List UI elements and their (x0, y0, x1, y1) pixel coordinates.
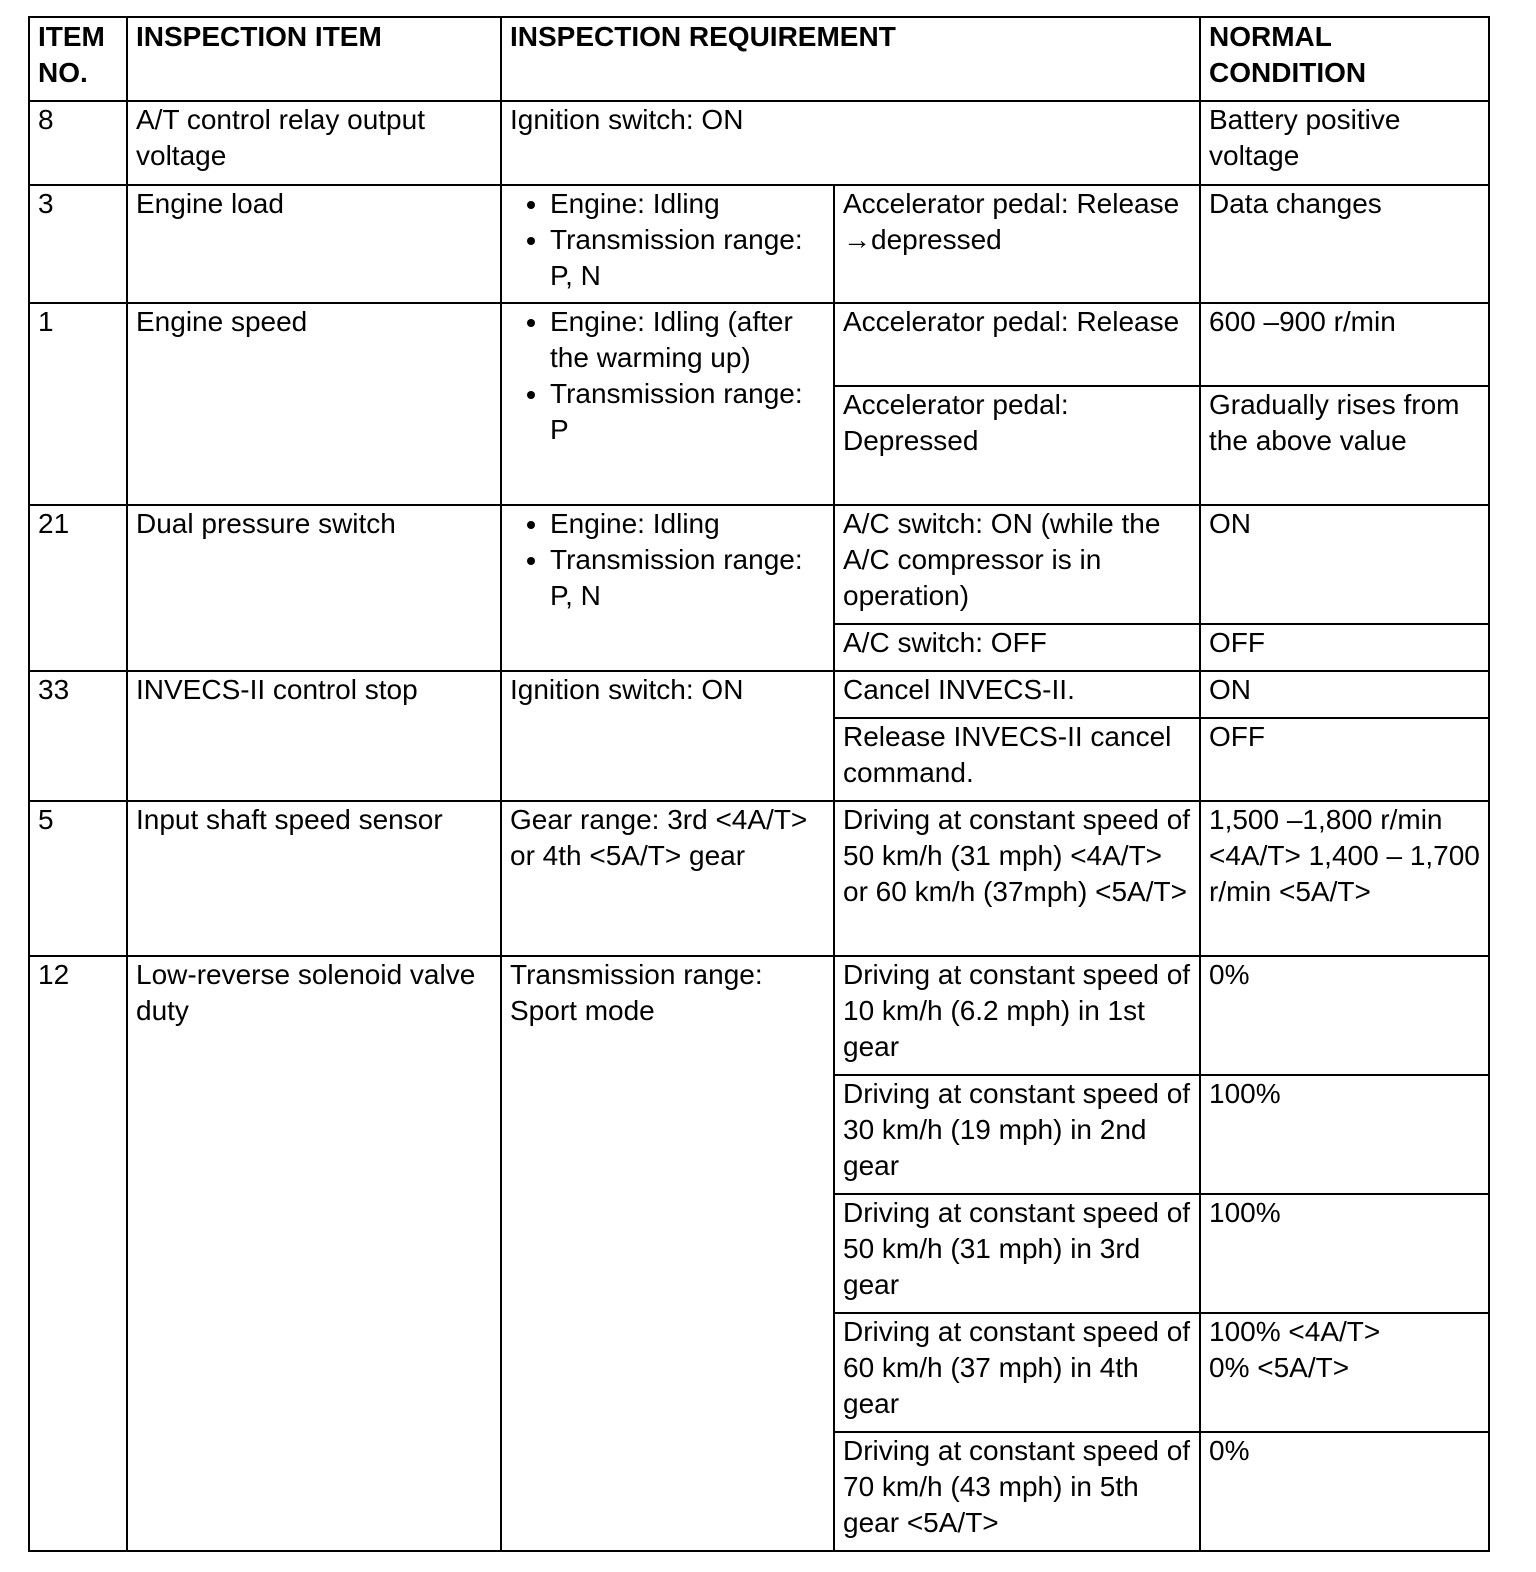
inspection-item: Low-reverse solenoid valve duty (127, 956, 501, 1551)
inspection-requirement: Gear range: 3rd <4A/T> or 4th <5A/T> gear (501, 801, 834, 956)
normal-condition: 0% (1200, 1432, 1489, 1551)
table-row (29, 505, 1489, 624)
inspection-condition: Driving at constant speed of 50 km/h (31 mph) in 3rd gear (834, 1194, 1200, 1313)
item-no: 21 (29, 505, 127, 671)
inspection-condition: Driving at constant speed of 30 km/h (19 mph) in 2nd gear (834, 1075, 1200, 1194)
normal-condition: 0% (1200, 956, 1489, 1075)
inspection-condition: Driving at constant speed of 10 km/h (6.2 mph) in 1st gear (834, 956, 1200, 1075)
normal-condition: 100% (1200, 1075, 1489, 1194)
inspection-requirement: Ignition switch: ON (501, 101, 1200, 185)
table-row (29, 671, 1489, 718)
inspection-condition: A/C switch: OFF (834, 624, 1200, 671)
bullet-list (510, 304, 825, 448)
normal-condition-line: 100% <4A/T> (1209, 1316, 1381, 1347)
item-no: 8 (29, 101, 127, 185)
table-row (29, 801, 1489, 956)
inspection-table (28, 16, 1490, 1552)
header-row (29, 17, 1489, 101)
inspection-item: Input shaft speed sensor (127, 801, 501, 956)
inspection-item: A/T control relay output voltage (127, 101, 501, 185)
normal-condition: ON (1200, 671, 1489, 718)
item-no: 1 (29, 303, 127, 505)
requirement-bullets (501, 505, 834, 671)
bullet-list (510, 186, 825, 294)
normal-condition: OFF (1200, 718, 1489, 801)
inspection-item: Engine load (127, 185, 501, 303)
bullet-item: • Engine: Idling (550, 186, 825, 222)
normal-condition: 1,500 –1,800 r/min <4A/T> 1,400 – 1,700 r/min <5A/T> (1200, 801, 1489, 956)
inspection-condition: Cancel INVECS-II. (834, 671, 1200, 718)
normal-condition: OFF (1200, 624, 1489, 671)
table-row (29, 956, 1489, 1075)
item-no: 12 (29, 956, 127, 1551)
normal-condition: Gradually rises from the above value (1200, 386, 1489, 505)
item-no: 33 (29, 671, 127, 801)
inspection-item: INVECS-II control stop (127, 671, 501, 801)
normal-condition: 600 –900 r/min (1200, 303, 1489, 386)
requirement-bullets (501, 185, 834, 303)
table-row (29, 101, 1489, 185)
requirement-bullets (501, 303, 834, 505)
item-no: 3 (29, 185, 127, 303)
inspection-condition: Driving at constant speed of 60 km/h (37 mph) in 4th gear (834, 1313, 1200, 1432)
inspection-item: Engine speed (127, 303, 501, 505)
bullet-item: • Transmission range: P (550, 376, 825, 448)
inspection-condition: A/C switch: ON (while the A/C compressor is in operation) (834, 505, 1200, 624)
inspection-condition: Driving at constant speed of 70 km/h (43 mph) in 5th gear <5A/T> (834, 1432, 1200, 1551)
normal-condition (1200, 1313, 1489, 1432)
bullet-item: • Transmission range: P, N (550, 542, 825, 614)
normal-condition: ON (1200, 505, 1489, 624)
header-normal-condition: NORMAL CONDITION (1200, 17, 1489, 101)
header-inspection-requirement: INSPECTION REQUIREMENT (501, 17, 1200, 101)
inspection-condition: Accelerator pedal: Depressed (834, 386, 1200, 505)
bullet-list (510, 506, 825, 614)
normal-condition: Data changes (1200, 185, 1489, 303)
inspection-condition: Accelerator pedal: Release (834, 303, 1200, 386)
item-no: 5 (29, 801, 127, 956)
normal-condition: Battery positive voltage (1200, 101, 1489, 185)
inspection-condition: Release INVECS-II cancel command. (834, 718, 1200, 801)
inspection-requirement: Transmission range: Sport mode (501, 956, 834, 1551)
bullet-item: • Engine: Idling (550, 506, 825, 542)
inspection-condition: Driving at constant speed of 50 km/h (31 mph) <4A/T> or 60 km/h (37mph) <5A/T> (834, 801, 1200, 956)
inspection-item: Dual pressure switch (127, 505, 501, 671)
bullet-item: • Engine: Idling (after the warming up) (550, 304, 825, 376)
normal-condition: 100% (1200, 1194, 1489, 1313)
header-item-no: ITEM NO. (29, 17, 127, 101)
bullet-item: • Transmission range: P, N (550, 222, 825, 294)
normal-condition-line: 0% <5A/T> (1209, 1352, 1350, 1383)
inspection-condition: Accelerator pedal: Release →depressed (834, 185, 1200, 303)
table-row (29, 303, 1489, 386)
header-inspection-item: INSPECTION ITEM (127, 17, 501, 101)
table-row (29, 185, 1489, 303)
inspection-requirement: Ignition switch: ON (501, 671, 834, 801)
